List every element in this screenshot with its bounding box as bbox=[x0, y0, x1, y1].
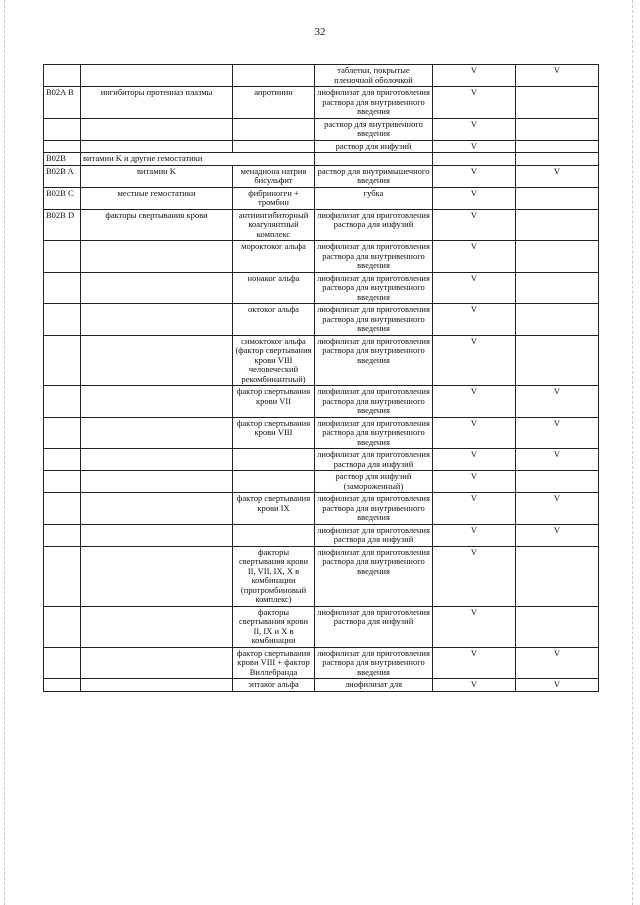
mark-cell bbox=[433, 153, 516, 166]
atc-code-cell bbox=[44, 140, 81, 153]
atc-code-cell bbox=[44, 524, 81, 546]
inn-cell: фактор свертывания крови IX bbox=[233, 493, 315, 525]
mark-cell bbox=[516, 87, 599, 119]
group-name-cell bbox=[81, 524, 233, 546]
table-row bbox=[44, 304, 599, 336]
group-name-cell bbox=[81, 65, 233, 87]
table-row bbox=[44, 118, 599, 140]
mark-cell: V bbox=[516, 386, 599, 418]
mark-cell: V bbox=[433, 524, 516, 546]
dosage-form-cell: лиофилизат для приготовления раствора для внутривенного введения bbox=[315, 647, 433, 679]
mark-cell: V bbox=[516, 165, 599, 187]
dosage-form-cell: лиофилизат для bbox=[315, 679, 433, 692]
mark-cell: V bbox=[433, 647, 516, 679]
inn-cell: октоког альфа bbox=[233, 304, 315, 336]
atc-code-cell bbox=[44, 606, 81, 647]
inn-cell: нонаког альфа bbox=[233, 272, 315, 304]
group-name-cell bbox=[81, 335, 233, 386]
table-row bbox=[44, 335, 599, 386]
dosage-form-cell: лиофилизат для приготовления раствора для внутривенного введения bbox=[315, 272, 433, 304]
dosage-form-cell: раствор для внутримышечного введения bbox=[315, 165, 433, 187]
inn-cell bbox=[233, 449, 315, 471]
dosage-form-cell bbox=[315, 153, 433, 166]
group-name-cell bbox=[81, 647, 233, 679]
inn-cell: фактор свертывания крови VIII bbox=[233, 417, 315, 449]
atc-code-cell bbox=[44, 386, 81, 418]
inn-cell bbox=[233, 65, 315, 87]
group-name-cell bbox=[81, 679, 233, 692]
inn-cell: мороктоког альфа bbox=[233, 241, 315, 273]
atc-code-cell bbox=[44, 304, 81, 336]
mark-cell bbox=[516, 153, 599, 166]
atc-code-cell bbox=[44, 417, 81, 449]
inn-cell: фактор свертывания крови VIII + фактор Виллебранда bbox=[233, 647, 315, 679]
atc-code-cell bbox=[44, 546, 81, 606]
table-row bbox=[44, 209, 599, 241]
mark-cell: V bbox=[433, 241, 516, 273]
table-row bbox=[44, 153, 599, 166]
dosage-form-cell: лиофилизат для приготовления раствора для инфузий bbox=[315, 606, 433, 647]
mark-cell: V bbox=[433, 209, 516, 241]
table-row bbox=[44, 386, 599, 418]
inn-cell: менадиона натрия бисульфит bbox=[233, 165, 315, 187]
mark-cell: V bbox=[516, 493, 599, 525]
page-number: 32 bbox=[314, 26, 326, 38]
dosage-form-cell: губка bbox=[315, 187, 433, 209]
table-row bbox=[44, 187, 599, 209]
group-name-cell bbox=[81, 417, 233, 449]
dosage-form-cell: раствор для инфузий bbox=[315, 140, 433, 153]
atc-code-cell: B02B A bbox=[44, 165, 81, 187]
dosage-form-cell: лиофилизат для приготовления раствора для внутривенного введения bbox=[315, 241, 433, 273]
mark-cell: V bbox=[433, 606, 516, 647]
atc-code-cell bbox=[44, 647, 81, 679]
dosage-form-cell: лиофилизат для приготовления раствора для внутривенного введения bbox=[315, 87, 433, 119]
atc-code-cell bbox=[44, 65, 81, 87]
group-name-cell bbox=[81, 386, 233, 418]
table-row bbox=[44, 524, 599, 546]
mark-cell: V bbox=[433, 187, 516, 209]
table-row bbox=[44, 241, 599, 273]
table-row bbox=[44, 449, 599, 471]
inn-cell: симоктоког альфа (фактор свертывания крови VIII человеческий рекомбинантный) bbox=[233, 335, 315, 386]
mark-cell bbox=[516, 209, 599, 241]
table-row bbox=[44, 606, 599, 647]
group-name-cell: местные гемостатики bbox=[81, 187, 233, 209]
mark-cell: V bbox=[433, 65, 516, 87]
group-name-cell bbox=[81, 241, 233, 273]
mark-cell: V bbox=[433, 335, 516, 386]
table-row bbox=[44, 471, 599, 493]
mark-cell: V bbox=[433, 493, 516, 525]
table-row bbox=[44, 140, 599, 153]
inn-cell: факторы свертывания крови II, VII, IX, X в комбинации (протромбиновый комплекс) bbox=[233, 546, 315, 606]
mark-cell: V bbox=[433, 449, 516, 471]
group-name-cell: факторы свертывания крови bbox=[81, 209, 233, 241]
mark-cell bbox=[516, 187, 599, 209]
mark-cell bbox=[516, 304, 599, 336]
inn-cell bbox=[233, 471, 315, 493]
mark-cell: V bbox=[516, 647, 599, 679]
group-name-cell: витамин K и другие гемостатики bbox=[81, 153, 315, 166]
table-row bbox=[44, 679, 599, 692]
table-row bbox=[44, 493, 599, 525]
mark-cell: V bbox=[516, 449, 599, 471]
inn-cell: эптаког альфа bbox=[233, 679, 315, 692]
mark-cell: V bbox=[433, 304, 516, 336]
dosage-form-cell: лиофилизат для приготовления раствора для внутривенного введения bbox=[315, 386, 433, 418]
dosage-form-cell: лиофилизат для приготовления раствора для инфузий bbox=[315, 524, 433, 546]
mark-cell: V bbox=[516, 524, 599, 546]
mark-cell bbox=[516, 606, 599, 647]
table-row bbox=[44, 65, 599, 87]
atc-code-cell bbox=[44, 118, 81, 140]
dosage-form-cell: лиофилизат для приготовления раствора для инфузий bbox=[315, 449, 433, 471]
group-name-cell bbox=[81, 304, 233, 336]
inn-cell: фибриноген + тромбин bbox=[233, 187, 315, 209]
inn-cell bbox=[233, 524, 315, 546]
atc-code-cell: B02B bbox=[44, 153, 81, 166]
atc-code-cell bbox=[44, 335, 81, 386]
mark-cell: V bbox=[433, 679, 516, 692]
atc-code-cell: B02A B bbox=[44, 87, 81, 119]
mark-cell bbox=[516, 546, 599, 606]
group-name-cell bbox=[81, 449, 233, 471]
drug-table-body bbox=[44, 65, 599, 692]
inn-cell: факторы свертывания крови II, IX и X в комбинации bbox=[233, 606, 315, 647]
mark-cell: V bbox=[433, 417, 516, 449]
mark-cell bbox=[516, 241, 599, 273]
group-name-cell: ингибиторы протеиназ плазмы bbox=[81, 87, 233, 119]
mark-cell bbox=[516, 140, 599, 153]
atc-code-cell: B02B D bbox=[44, 209, 81, 241]
group-name-cell bbox=[81, 471, 233, 493]
atc-code-cell bbox=[44, 449, 81, 471]
table-row bbox=[44, 165, 599, 187]
atc-code-cell bbox=[44, 471, 81, 493]
mark-cell: V bbox=[433, 165, 516, 187]
table-row bbox=[44, 546, 599, 606]
dosage-form-cell: лиофилизат для приготовления раствора для внутривенного введения bbox=[315, 304, 433, 336]
mark-cell bbox=[516, 335, 599, 386]
scan-edge-left bbox=[4, 0, 7, 905]
mark-cell: V bbox=[516, 65, 599, 87]
table-row bbox=[44, 417, 599, 449]
mark-cell: V bbox=[433, 272, 516, 304]
group-name-cell bbox=[81, 140, 233, 153]
dosage-form-cell: раствор для внутривенного введения bbox=[315, 118, 433, 140]
group-name-cell bbox=[81, 546, 233, 606]
mark-cell: V bbox=[433, 140, 516, 153]
inn-cell: апротинин bbox=[233, 87, 315, 119]
dosage-form-cell: лиофилизат для приготовления раствора для внутривенного введения bbox=[315, 546, 433, 606]
mark-cell bbox=[516, 272, 599, 304]
mark-cell: V bbox=[433, 471, 516, 493]
mark-cell: V bbox=[433, 87, 516, 119]
inn-cell bbox=[233, 118, 315, 140]
atc-code-cell bbox=[44, 272, 81, 304]
drug-table bbox=[43, 64, 599, 692]
table-row bbox=[44, 87, 599, 119]
mark-cell: V bbox=[433, 118, 516, 140]
mark-cell bbox=[516, 118, 599, 140]
inn-cell: фактор свертывания крови VII bbox=[233, 386, 315, 418]
table-row bbox=[44, 647, 599, 679]
group-name-cell bbox=[81, 493, 233, 525]
atc-code-cell bbox=[44, 493, 81, 525]
atc-code-cell bbox=[44, 241, 81, 273]
dosage-form-cell: раствор для инфузий (замороженный) bbox=[315, 471, 433, 493]
mark-cell: V bbox=[433, 546, 516, 606]
dosage-form-cell: лиофилизат для приготовления раствора для внутривенного введения bbox=[315, 493, 433, 525]
group-name-cell bbox=[81, 606, 233, 647]
group-name-cell bbox=[81, 118, 233, 140]
dosage-form-cell: таблетки, покрытые пленочной оболочкой bbox=[315, 65, 433, 87]
scan-edge-right bbox=[632, 0, 635, 905]
mark-cell: V bbox=[433, 386, 516, 418]
dosage-form-cell: лиофилизат для приготовления раствора для внутривенного введения bbox=[315, 417, 433, 449]
table-row bbox=[44, 272, 599, 304]
inn-cell: антиингибиторный коагулянтный комплекс bbox=[233, 209, 315, 241]
atc-code-cell: B02B C bbox=[44, 187, 81, 209]
group-name-cell: витамин K bbox=[81, 165, 233, 187]
mark-cell bbox=[516, 471, 599, 493]
mark-cell: V bbox=[516, 417, 599, 449]
mark-cell: V bbox=[516, 679, 599, 692]
atc-code-cell bbox=[44, 679, 81, 692]
dosage-form-cell: лиофилизат для приготовления раствора для инфузий bbox=[315, 209, 433, 241]
dosage-form-cell: лиофилизат для приготовления раствора для внутривенного введения bbox=[315, 335, 433, 386]
inn-cell bbox=[233, 140, 315, 153]
group-name-cell bbox=[81, 272, 233, 304]
